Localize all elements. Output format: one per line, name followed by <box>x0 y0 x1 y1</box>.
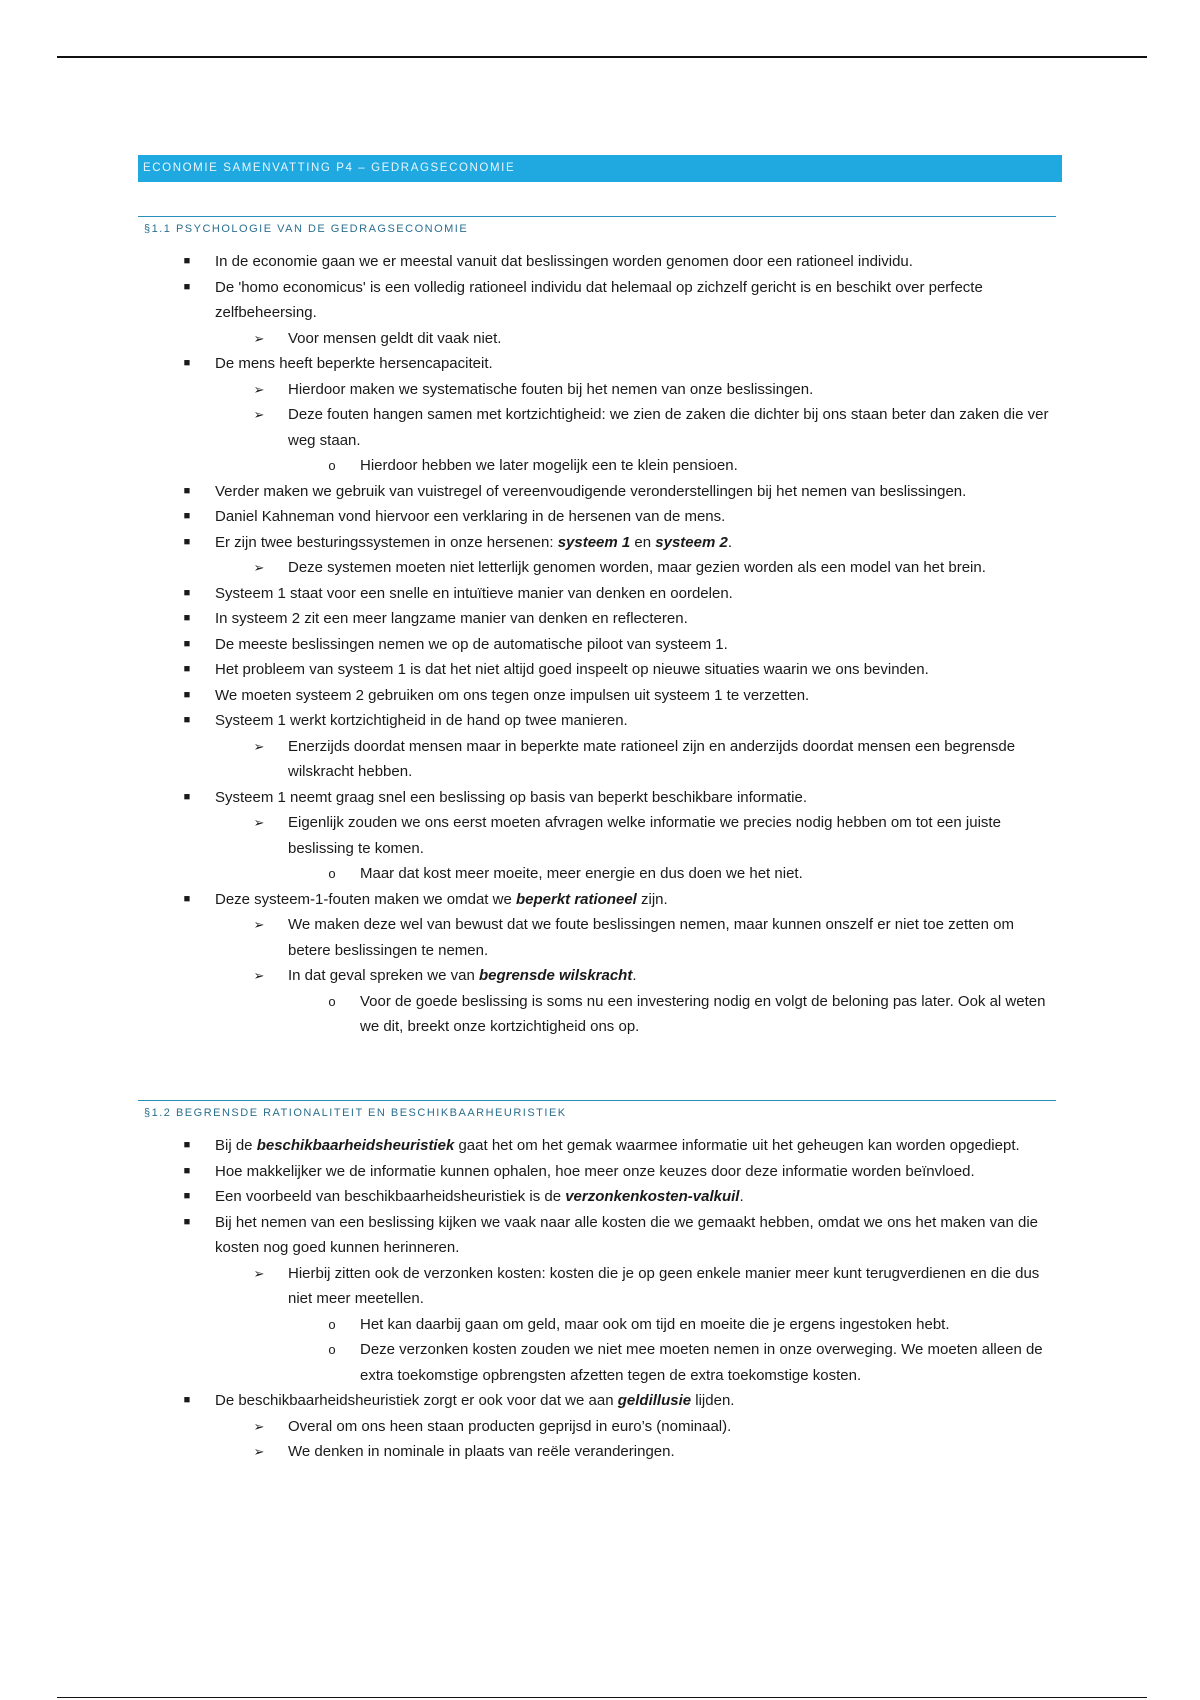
emphasized-term: systeem 1 <box>557 533 631 551</box>
list-item <box>138 479 1056 505</box>
arrow-bullet-icon: ➢ <box>253 1444 265 1459</box>
text-run: Systeem 1 werkt kortzichtigheid in de hand op twee manieren. <box>215 712 628 729</box>
item-text <box>288 916 1014 959</box>
item-text <box>360 865 803 882</box>
text-run: lijden. <box>691 1392 735 1409</box>
section-begrensde-rationaliteit <box>138 1100 1056 1465</box>
list-item <box>138 1184 1056 1210</box>
text-run: We moeten systeem 2 gebruiken om ons tegen onze impulsen uit systeem 1 te verzetten. <box>215 686 810 704</box>
item-text <box>288 559 986 576</box>
list-item <box>138 683 1056 709</box>
text-run: De beschikbaarheidsheuristiek zorgt er ook voor dat we aan <box>215 1392 618 1409</box>
arrow-bullet-icon: ➢ <box>253 407 265 422</box>
item-text <box>360 1341 1043 1384</box>
footer-rule <box>57 1697 1147 1698</box>
circle-bullet-icon: o <box>328 993 336 1009</box>
bullet-icon: ■ <box>183 688 191 701</box>
list-item <box>138 861 1056 887</box>
text-run: Voor mensen geldt dit vaak niet. <box>288 329 502 347</box>
arrow-bullet-icon: ➢ <box>253 381 265 397</box>
bullet-icon: ■ <box>183 1190 191 1202</box>
list-item <box>138 555 1056 581</box>
item-text <box>215 891 668 908</box>
list-item <box>138 1439 1056 1465</box>
list-item <box>138 606 1056 632</box>
text-run: Een voorbeeld van beschikbaarheidsheuristiek is de <box>215 1188 566 1205</box>
item-text <box>215 687 809 704</box>
document-title: ECONOMIE SAMENVATTING P4 – GEDRAGSECONOMIE <box>138 155 1062 182</box>
item-text <box>215 253 913 270</box>
text-run: . <box>632 967 637 984</box>
text-run: Systeem 1 neemt graag snel een beslissing op basis van beperkt beschikbare informatie. <box>215 788 807 806</box>
text-run: . <box>739 1188 744 1205</box>
section-heading: §1.1 PSYCHOLOGIE VAN DE GEDRAGSECONOMIE <box>138 216 1056 241</box>
list-item <box>138 912 1056 963</box>
bullet-icon: ■ <box>183 510 191 522</box>
list-item <box>138 453 1056 479</box>
arrow-bullet-icon: ➢ <box>253 1265 265 1281</box>
text-run: De meeste beslissingen nemen we op de automatische piloot van systeem 1. <box>215 635 728 653</box>
list-item <box>138 1414 1056 1440</box>
arrow-bullet-icon: ➢ <box>253 968 265 983</box>
section-psychologie <box>138 216 1056 1040</box>
item-text <box>215 712 628 729</box>
emphasized-term: geldillusie <box>617 1392 692 1409</box>
section-heading: §1.2 BEGRENSDE RATIONALITEIT EN BESCHIKBAARHEURISTIEK <box>138 1100 1056 1125</box>
item-text <box>215 789 807 806</box>
bullet-icon: ■ <box>183 637 191 650</box>
list-item <box>138 1210 1056 1261</box>
arrow-bullet-icon: ➢ <box>253 1418 265 1434</box>
item-text <box>288 1265 1039 1308</box>
item-text <box>360 457 738 474</box>
text-run: gaat het om het gemak waarmee informatie uit het geheugen kan worden opgediept. <box>454 1137 1020 1154</box>
arrow-bullet-icon: ➢ <box>253 815 265 830</box>
bullet-icon: ■ <box>183 612 191 624</box>
text-run: Hierdoor hebben we later mogelijk een te klein pensioen. <box>360 457 738 474</box>
item-text <box>288 738 1015 781</box>
text-run: Systeem 1 staat voor een snelle en intuïtieve manier van denken en oordelen. <box>215 584 733 602</box>
text-run: Het probleem van systeem 1 is dat het niet altijd goed inspeelt op nieuwe situaties waarin we ons bevinden. <box>215 661 929 678</box>
text-run: In de economie gaan we er meestal vanuit dat beslissingen worden genomen door een rationeel individu. <box>215 253 913 270</box>
text-run: Maar dat kost meer moeite, meer energie en dus doen we het niet. <box>360 865 803 882</box>
text-run: Deze verzonken kosten zouden we niet mee moeten nemen in onze overweging. We moeten alleen de extra toekomstige opbrengsten afzetten tegen de extra toekomstige kosten. <box>360 1341 1043 1384</box>
item-text <box>360 1316 950 1333</box>
text-run: De 'homo economicus' is een volledig rationeel individu dat helemaal op zichzelf gericht is en beschikt over perfecte zelfbeheersing. <box>215 278 983 321</box>
item-text <box>360 993 1045 1036</box>
section-items <box>138 249 1056 1040</box>
bullet-icon: ■ <box>183 892 191 905</box>
list-item <box>138 632 1056 658</box>
circle-bullet-icon: o <box>328 458 336 473</box>
item-text <box>288 814 1001 857</box>
item-text <box>288 406 1048 449</box>
arrow-bullet-icon: ➢ <box>253 560 265 575</box>
list-item <box>138 402 1056 453</box>
circle-bullet-icon: o <box>328 866 336 881</box>
item-text <box>215 1163 975 1180</box>
bullet-icon: ■ <box>183 1139 191 1151</box>
item-text <box>215 1392 734 1409</box>
text-run: Daniel Kahneman vond hiervoor een verklaring in de hersenen van de mens. <box>215 508 726 525</box>
list-item <box>138 351 1056 377</box>
text-run: Verder maken we gebruik van vuistregel of vereenvoudigende veronderstellingen bij het nemen van beslissingen. <box>215 482 967 500</box>
item-text <box>215 636 728 653</box>
text-run: zijn. <box>636 890 668 908</box>
arrow-bullet-icon: ➢ <box>253 917 265 932</box>
text-run: Enerzijds doordat mensen maar in beperkte mate rationeel zijn en anderzijds doordat mensen een begrensde wilskracht hebben. <box>288 737 1016 780</box>
list-item <box>138 530 1056 556</box>
text-run: In dat geval spreken we van <box>288 967 479 984</box>
text-run: Er zijn twee besturingssystemen in onze hersenen: <box>215 533 558 551</box>
text-run: Hoe makkelijker we de informatie kunnen ophalen, hoe meer onze keuzes door deze informatie worden beïnvloed. <box>215 1162 975 1180</box>
list-item <box>138 887 1056 913</box>
text-run: Eigenlijk zouden we ons eerst moeten afvragen welke informatie we precies nodig hebben om tot een juiste beslissing te komen. <box>288 814 1001 857</box>
text-run: We maken deze wel van bewust dat we foute beslissingen nemen, maar kunnen onszelf er niet toe zetten om betere beslissingen te nemen. <box>288 916 1014 959</box>
text-run: We denken in nominale in plaats van reële veranderingen. <box>288 1443 675 1460</box>
item-text <box>288 381 813 398</box>
list-item <box>138 734 1056 785</box>
item-text <box>215 483 966 500</box>
list-item <box>138 657 1056 683</box>
list-item <box>138 326 1056 352</box>
item-text <box>215 1137 1020 1154</box>
arrow-bullet-icon: ➢ <box>253 738 265 754</box>
item-text <box>215 1214 1038 1257</box>
item-text <box>215 585 733 602</box>
text-run: Overal om ons heen staan producten geprijsd in euro’s (nominaal). <box>288 1417 732 1435</box>
list-item <box>138 785 1056 811</box>
bullet-icon: ■ <box>183 1215 191 1228</box>
list-item <box>138 1133 1056 1159</box>
circle-bullet-icon: o <box>328 1316 336 1332</box>
text-run: Hierdoor maken we systematische fouten bij het nemen van onze beslissingen. <box>288 380 814 398</box>
emphasized-term: beperkt rationeel <box>515 890 637 908</box>
text-run: Voor de goede beslissing is soms nu een investering nodig en volgt de beloning pas later. Ook al weten we dit, breekt onze kortzichtigheid ons op. <box>360 992 1046 1035</box>
item-text <box>215 355 493 372</box>
bullet-icon: ■ <box>183 790 191 803</box>
list-item <box>138 963 1056 989</box>
list-item <box>138 1159 1056 1185</box>
list-item <box>138 989 1056 1040</box>
bullet-icon: ■ <box>183 357 191 369</box>
bullet-icon: ■ <box>183 535 191 548</box>
section-items <box>138 1133 1056 1465</box>
text-run: Deze fouten hangen samen met kortzichtigheid: we zien de zaken die dichter bij ons staan beter dan zaken die ver weg staan. <box>288 406 1049 449</box>
list-item <box>138 1312 1056 1338</box>
list-item <box>138 708 1056 734</box>
bullet-icon: ■ <box>183 280 191 293</box>
bullet-icon: ■ <box>183 1164 191 1177</box>
item-text <box>288 330 501 347</box>
text-run: Bij de <box>215 1137 257 1154</box>
emphasized-term: verzonkenkosten-valkuil <box>565 1188 740 1205</box>
text-run: Bij het nemen van een beslissing kijken we vaak naar alle kosten die we gemaakt hebben, omdat we ons het maken van die kosten nog goed kunnen herinneren. <box>215 1213 1038 1256</box>
list-item <box>138 581 1056 607</box>
bullet-icon: ■ <box>183 586 191 599</box>
bullet-icon: ■ <box>183 255 191 267</box>
circle-bullet-icon: o <box>328 1342 336 1357</box>
list-item <box>138 249 1056 275</box>
item-text <box>288 967 637 984</box>
item-text <box>215 1188 744 1205</box>
list-item <box>138 1388 1056 1414</box>
item-text <box>215 610 688 627</box>
list-item <box>138 275 1056 326</box>
item-text <box>215 534 732 551</box>
bullet-icon: ■ <box>183 663 191 675</box>
text-run: Hierbij zitten ook de verzonken kosten: kosten die je op geen enkele manier meer kunt terugverdienen en die dus niet meer meetellen. <box>288 1264 1040 1307</box>
bullet-icon: ■ <box>183 1394 191 1406</box>
item-text <box>215 661 929 678</box>
text-run: In systeem 2 zit een meer langzame manier van denken en reflecteren. <box>215 610 688 627</box>
header-rule <box>57 56 1147 58</box>
list-item <box>138 377 1056 403</box>
text-run: Deze systemen moeten niet letterlijk genomen worden, maar gezien worden als een model van het brein. <box>288 559 986 576</box>
arrow-bullet-icon: ➢ <box>253 330 265 346</box>
bullet-icon: ■ <box>183 484 191 497</box>
list-item <box>138 504 1056 530</box>
bullet-icon: ■ <box>183 714 191 726</box>
text-run: . <box>727 533 733 551</box>
item-text <box>215 279 983 322</box>
item-text <box>288 1443 675 1460</box>
emphasized-term: systeem 2 <box>655 533 728 551</box>
emphasized-term: beschikbaarheidsheuristiek <box>256 1137 455 1154</box>
item-text <box>288 1418 731 1435</box>
list-item <box>138 1261 1056 1312</box>
emphasized-term: begrensde wilskracht <box>478 967 633 984</box>
item-text <box>215 508 725 525</box>
text-run: Het kan daarbij gaan om geld, maar ook om tijd en moeite die je ergens ingestoken hebt. <box>360 1315 950 1333</box>
text-run: en <box>630 533 656 551</box>
text-run: De mens heeft beperkte hersencapaciteit. <box>215 355 493 372</box>
text-run: Deze systeem-1-fouten maken we omdat we <box>215 890 516 908</box>
list-item <box>138 810 1056 861</box>
list-item <box>138 1337 1056 1388</box>
